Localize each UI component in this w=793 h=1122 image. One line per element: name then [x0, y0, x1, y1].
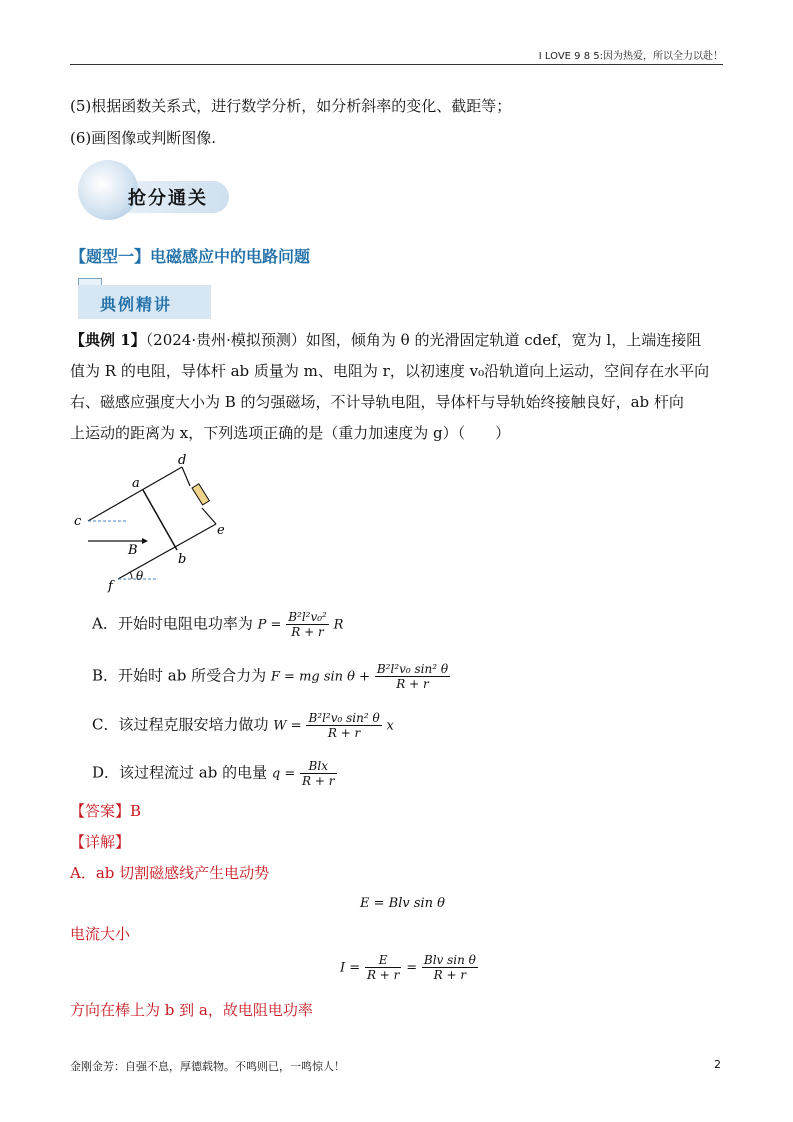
option-a-num: B²l²v₀² [288, 610, 327, 624]
option-a-den: R + r [291, 625, 324, 639]
option-d-text: D．该过程流过 ab 的电量 [92, 763, 268, 782]
eq2-den1: R + r [366, 968, 400, 982]
banner-title: 抢分通关 [128, 188, 208, 209]
angle-arc [130, 572, 132, 579]
eq2-fraction-1 [365, 953, 401, 982]
label-f: f [108, 579, 113, 594]
option-b [92, 662, 450, 691]
subsection-title: 典例精讲 [100, 295, 173, 314]
wire-resistor-e [202, 508, 216, 524]
option-c-lhs: W = [273, 718, 302, 734]
subsection-tag [78, 285, 211, 319]
eq2-num2: Blv sin θ [423, 953, 476, 967]
example-line-1 [70, 330, 701, 350]
option-a-tail: R [333, 617, 344, 633]
explain-current-label: 电流大小 [70, 925, 131, 943]
example-text-1: （2024·贵州·模拟预测）如图，倾角为 θ 的光滑固定轨道 cdef，宽为 l，上端连接阻 [145, 331, 702, 349]
option-c-den: R + r [327, 726, 361, 740]
option-a-lhs: P = [257, 617, 282, 633]
explain-a-line: A．ab 切割磁感线产生电动势 [70, 864, 270, 882]
eq2-equals: = [406, 960, 418, 976]
option-a-fraction [286, 610, 329, 639]
option-c [92, 711, 394, 740]
label-a: a [132, 476, 140, 491]
eq2-lhs: I = [340, 960, 361, 976]
label-e: e [217, 523, 225, 538]
option-d-den: R + r [302, 774, 335, 788]
eq2-num1: E [365, 953, 401, 968]
option-b-fraction [375, 662, 450, 691]
header-divider [70, 64, 723, 65]
page-footer: 金刚金芳：自强不息，厚德载物。不鸣则已，一鸣惊人！ [70, 1060, 345, 1073]
step-5: (5)根据函数关系式，进行数学分析，如分析斜率的变化、截距等； [70, 97, 512, 115]
eq2-den2: R + r [433, 968, 467, 982]
equation-emf: E = Blv sin θ [360, 896, 445, 911]
label-d: d [178, 453, 187, 468]
example-tag: 【典例 1】 [70, 331, 146, 349]
option-a-text: A．开始时电阻电功率为 [92, 614, 253, 633]
option-b-den: R + r [396, 677, 429, 691]
explain-label: 【详解】 [70, 833, 131, 851]
option-c-tail: x [386, 718, 394, 734]
option-b-lhs: F = mg sin θ + [270, 669, 371, 685]
example-line-3: 右、磁感应强度大小为 B 的匀强磁场，不计导轨电阻，导体杆与导轨始终接触良好，ab 杆向 [70, 393, 684, 411]
label-c: c [74, 514, 82, 529]
section-title: 【题型一】电磁感应中的电路问题 [70, 247, 311, 266]
example-line-4: 上运动的距离为 x，下列选项正确的是（重力加速度为 g）（ ） [70, 424, 511, 442]
option-c-text: C．该过程克服安培力做功 [92, 715, 269, 734]
option-d-fraction [300, 759, 336, 788]
label-theta: θ [136, 569, 144, 583]
option-d [92, 759, 337, 788]
field-arrowhead-icon [142, 538, 148, 544]
answer-label: 【答案】B [70, 802, 142, 820]
example-line-2: 值为 R 的电阻，导体杆 ab 质量为 m、电阻为 r，以初速度 v₀沿轨道向上运动，空间存在水平向 [70, 362, 710, 380]
option-d-num: Blx [300, 759, 336, 774]
eq2-fraction-2 [422, 953, 478, 982]
label-B: B [128, 543, 138, 558]
option-d-lhs: q = [271, 766, 296, 782]
step-6: (6)画图像或判断图像. [70, 129, 217, 147]
resistor-icon [192, 484, 209, 505]
rail-diagram [70, 450, 240, 600]
label-b: b [178, 552, 187, 567]
equation-current [340, 953, 478, 982]
section-banner [78, 160, 228, 230]
option-a [92, 610, 343, 639]
option-b-text: B．开始时 ab 所受合力为 [92, 666, 267, 685]
rod-ab [143, 490, 177, 550]
option-c-num: B²l²v₀ sin² θ [308, 711, 380, 725]
option-b-num: B²l²v₀ sin² θ [376, 662, 449, 676]
page-header: I LOVE 9 8 5:因为热爱，所以全力以赴！ [538, 51, 723, 62]
wire-d-resistor [182, 467, 190, 486]
option-c-fraction [306, 711, 381, 740]
explain-direction: 方向在棒上为 b 到 a，故电阻电功率 [70, 1001, 313, 1019]
page-number: 2 [714, 1058, 721, 1071]
